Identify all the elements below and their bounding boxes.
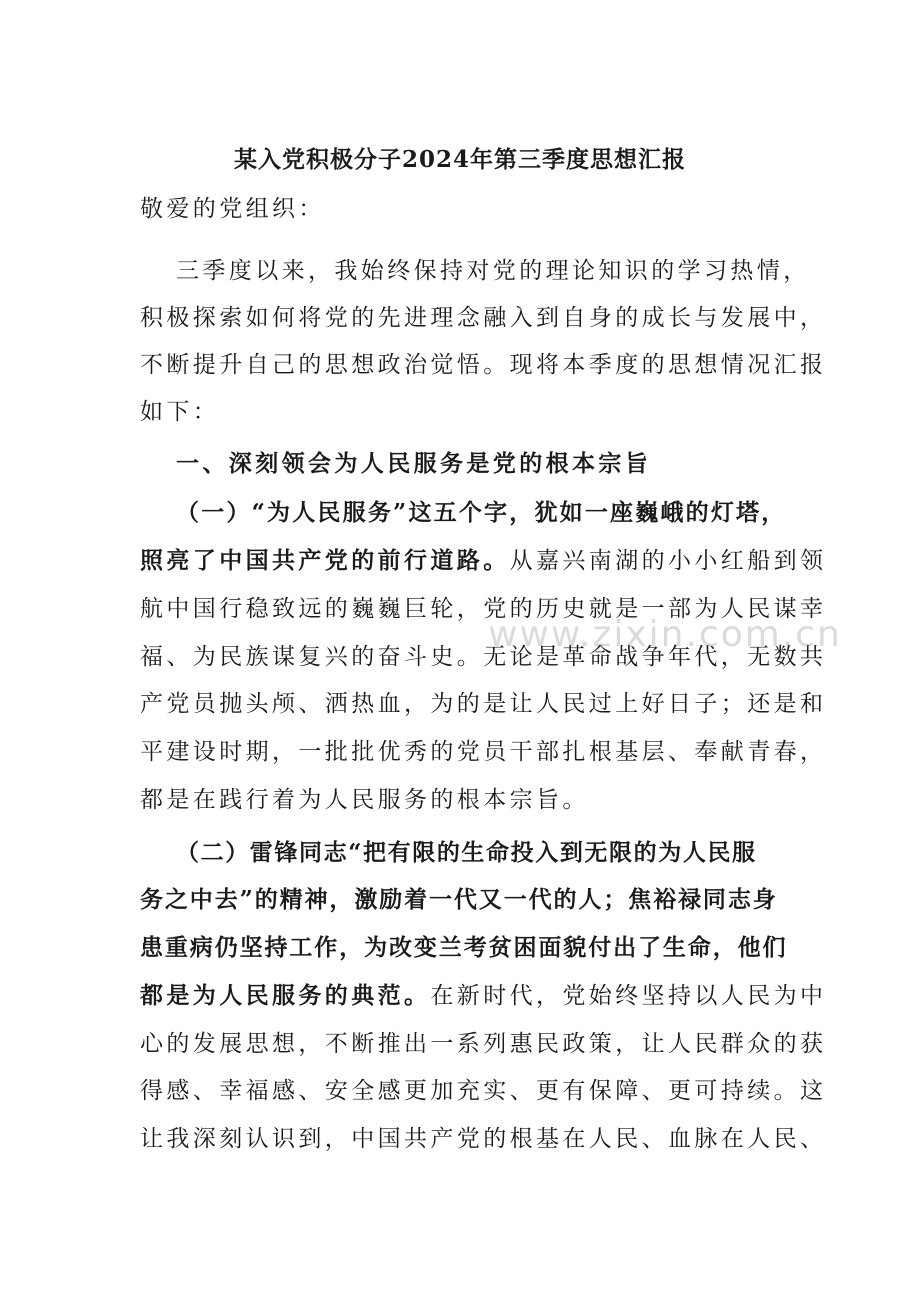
para2-line: 务之中去”的精神，激励着一代又一代的人；焦裕禄同志身 [140, 886, 778, 913]
para1-line: 福、为民族谋复兴的奋斗史。无论是革命战争年代，无数共 [140, 644, 827, 670]
para2-line: 让我深刻认识到，中国共产党的根基在人民、血脉在人民、 [140, 1126, 827, 1152]
para1-line: （一）“为人民服务”这五个字，犹如一座巍峨的灯塔， [176, 499, 787, 526]
para1-text: 从嘉兴南湖的小小红船到领 [509, 548, 827, 574]
intro-line: 积极探索如何将党的先进理念融入到自身的成长与发展中， [140, 305, 827, 331]
section-heading: 一、深刻领会为人民服务是党的根本宗旨 [176, 450, 652, 477]
para2-line: 患重病仍坚持工作，为改变兰考贫困面貌付出了生命，他们 [140, 934, 788, 961]
intro-line: 不断提升自己的思想政治觉悟。现将本季度的思想情况汇报 [140, 352, 827, 378]
para1-line: 都是在践行着为人民服务的根本宗旨。 [140, 787, 589, 813]
para2-bold-text: 都是为人民服务的典范。 [140, 982, 431, 1009]
para1-line: 产党员抛头颅、洒热血，为的是让人民过上好日子；还是和 [140, 691, 827, 717]
para1-bold-text: 照亮了中国共产党的前行道路。 [140, 547, 510, 574]
para2-text: 在新时代，党始终坚持以人民为中 [430, 983, 827, 1009]
para2-line [140, 981, 827, 1011]
para1-line: 航中国行稳致远的巍巍巨轮，党的历史就是一部为人民谋幸 [140, 596, 827, 622]
document-title: 某入党积极分子2024年第三季度思想汇报 [233, 146, 686, 173]
para2-line: 心的发展思想，不断推出一系列惠民政策，让人民群众的获 [140, 1031, 827, 1057]
watermark: www.zixin.com.cn [488, 614, 842, 655]
salutation: 敬爱的党组织： [140, 196, 325, 222]
para2-line: （二）雷锋同志“把有限的生命投入到无限的为人民服 [176, 839, 757, 866]
para1-line [140, 546, 827, 576]
para2-line: 得感、幸福感、安全感更加充实、更有保障、更可持续。这 [140, 1078, 827, 1104]
intro-line: 如下： [140, 399, 220, 425]
para1-line: 平建设时期，一批批优秀的党员干部扎根基层、奉献青春， [140, 739, 827, 765]
intro-line: 三季度以来，我始终保持对党的理论知识的学习热情， [176, 258, 810, 284]
